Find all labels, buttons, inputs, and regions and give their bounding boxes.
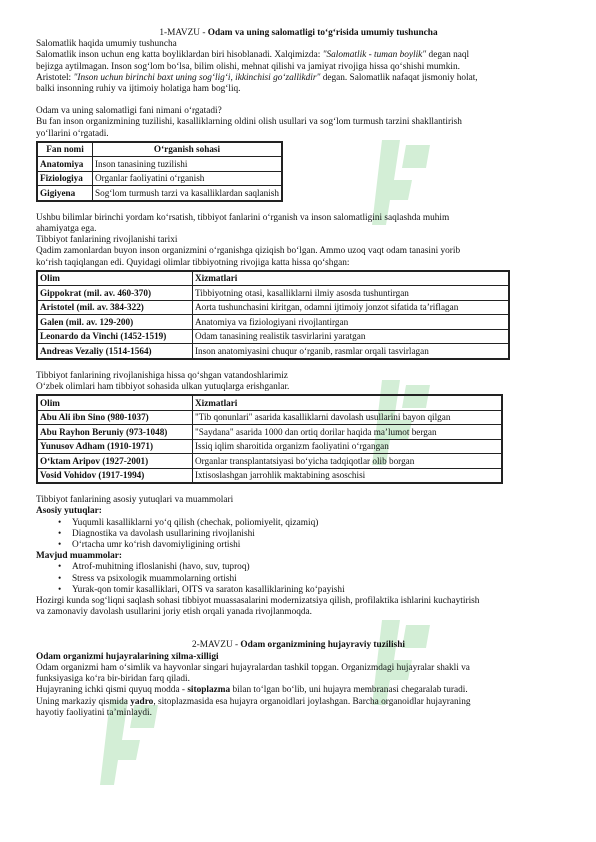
quote: "Inson uchun birinchi baxt uning sog‘lig‘i, ikkinchisi go‘zallikdir" [73,72,321,83]
uzbek-scientists-table [36,394,503,484]
column-header: O‘rganish sohasi [93,142,282,157]
topic-2-title [36,640,561,651]
table-cell: Issiq iqlim sharoitida organizm faoliyatini o‘rgangan [193,439,503,454]
table-cell: Aristotel (mil. av. 384-322) [37,300,193,315]
paragraph-line: Aristotel: "Inson uchun birinchi baxt uning sog‘lig‘i, ikkinchisi go‘zallikdir" degan. Salomatlik nafaqat jismoniy holat, [36,72,478,83]
table-row [37,157,282,172]
paragraph-line: Hujayraning ichki qismi quyuq modda - sitoplazma bilan to‘lgan bo‘lib, uni hujayra membranasi chegaralab turadi. [36,685,468,696]
section-heading: Tibbiyot fanlarining asosiy yutuqlari va muammolari [36,495,234,506]
paragraph-line: funksiyasiga ko‘ra bir-biridan farq qiladi. [36,674,190,685]
table-header-row [37,395,502,410]
sciences-table [36,141,283,202]
table-cell: Anatomiya va fiziologiyani rivojlantirgan [193,315,510,330]
table-cell: Tibbiyotning otasi, kasalliklarni ilmiy asosda tushuntirgan [193,286,510,301]
table-cell: Galen (mil. av. 129-200) [37,315,193,330]
topic-1-title [36,28,561,39]
table-row [37,300,509,315]
table-row [37,454,502,469]
paragraph-line: Bu fan inson organizmining tuzilishi, kasalliklarning oldini olish usullari va sog‘lom turmush tarzini shakllantirish [36,117,462,128]
table-cell: Yunusov Adham (1910-1971) [37,439,193,454]
term: sitoplazma [187,685,231,696]
table-cell: Abu Ali ibn Sino (980-1037) [37,410,193,425]
table-row [37,425,502,440]
subheading: Mavjud muammolar: [36,551,122,562]
paragraph-line: O‘zbek olimlari ham tibbiyot sohasida ulkan yutuqlarga erishganlar. [36,382,290,393]
subheading: Asosiy yutuqlar: [36,506,102,517]
section-heading: Tibbiyot fanlarining rivojlanishi tarixi [36,235,178,246]
table-cell: Organlar transplantatsiyasi bo‘yicha tadqiqotlar olib borgan [193,454,503,469]
table-cell: Gigiyena [37,186,93,201]
table-cell: Inson anatomiyasini chuqur o‘rganib, rasmlar orqali tasvirlagan [193,344,510,359]
paragraph-line: Salomatlik inson uchun eng katta boyliklardan biri hisoblanadi. Xalqimizda: "Salomatlik - tuman boylik" degan naql [36,50,470,61]
paragraph-line: yo‘llarini o‘rgatadi. [36,128,109,139]
table-row [37,171,282,186]
table-cell: Ixtisoslashgan jarrohlik maktabining asoschisi [193,468,503,483]
table-row [37,315,509,330]
section-heading: Odam organizmi hujayralarining xilma-xilligi [36,651,219,662]
paragraph-line: balki insonning ruhiy va ijtimoiy holatiga ham bog‘liq. [36,84,241,95]
paragraph-line: ko‘rish taqiqlangan edi. Quyidagi olimlar tibbiyotning rivojiga katta hissa qo‘shgan: [36,257,350,268]
paragraph-line: Odam organizmi ham o‘simlik va hayvonlar singari hujayralardan tashkil topgan. Organizmdagi hujayralar shakli va [36,662,470,673]
table-row [37,410,502,425]
paragraph-line: ahamiyatga ega. [36,224,97,235]
table-header-row [37,271,509,286]
list-item: • O‘rtacha umr ko‘rish davomiyligining ortishi [72,540,561,551]
table-cell: Vosid Vohidov (1917-1994) [37,468,193,483]
table-cell: "Tib qonunlari" asarida kasalliklarni davolash usullarini bayon qilgan [193,410,503,425]
list-item: • Atrof-muhitning ifloslanishi (havo, suv, tuproq) [72,562,561,573]
paragraph-line: va zamonaviy davolash usullarini joriy etish orqali yanada rivojlanmoqda. [36,607,312,618]
quote: "Salomatlik - tuman boylik" [322,50,427,61]
topic-number: 1-MAVZU - [159,28,208,38]
scientists-table [36,270,510,360]
table-cell: "Saydana" asarida 1000 dan ortiq dorilar haqida ma’lumot bergan [193,425,503,440]
paragraph-line: Qadim zamonlardan buyon inson organizmini o‘rganishga qiziqish bo‘lgan. Ammo uzoq vaqt odam tanasini yorib [36,246,461,257]
section-heading: Salomatlik haqida umumiy tushuncha [36,39,177,50]
table-cell: Odam tanasining realistik tasvirlarini yaratgan [193,329,510,344]
table-cell: Inson tanasining tuzilishi [93,157,282,172]
section-heading: Tibbiyot fanlarining rivojlanishiga hissa qo‘shgan vatandoshlarimiz [36,370,288,381]
document-page [36,28,561,719]
table-cell: Gippokrat (mil. av. 460-370) [37,286,193,301]
paragraph-line: Hozirgi kunda sog‘liqni saqlash sohasi tibbiyot muassasalarini modernizatsiya qilish, profilaktika ishlarini kuchaytirish [36,596,480,607]
table-row [37,329,509,344]
problems-list [36,562,561,596]
table-cell: Fiziologiya [37,171,93,186]
achievements-list [36,518,561,552]
column-header: Olim [37,271,193,286]
table-row [37,468,502,483]
list-item: • Yurak-qon tomir kasalliklari, OITS va saraton kasalliklarining ko‘payishi [72,585,561,596]
table-cell: Anatomiya [37,157,93,172]
list-item: • Stress va psixologik muammolarning ortishi [72,574,561,585]
table-row [37,286,509,301]
table-header-row [37,142,282,157]
paragraph-line: hayotiy faoliyatini ta’minlaydi. [36,707,152,718]
topic-title: Odam organizmining hujayraviy tuzilishi [240,640,405,651]
table-cell: Sog‘lom turmush tarzi va kasalliklardan saqlanish [93,186,282,201]
table-cell: Aorta tushunchasini kiritgan, odamni ijtimoiy jonzot sifatida ta’riflagan [193,300,510,315]
table-cell: Andreas Vezaliy (1514-1564) [37,344,193,359]
column-header: Fan nomi [37,142,93,157]
table-row [37,344,509,359]
paragraph-line: bejizga aytilmagan. Inson sog‘lom bo‘lsa, bilim olishi, mehnat qilishi va jamiyat rivojiga hissa qo‘shishi mumkin. [36,61,460,72]
table-row [37,439,502,454]
column-header: Xizmatlari [193,395,503,410]
topic-title: Odam va uning salomatligi to‘g‘risida umumiy tushuncha [207,28,438,38]
table-cell: O‘ktam Aripov (1927-2001) [37,454,193,469]
table-cell: Abu Rayhon Beruniy (973-1048) [37,425,193,440]
table-cell: Organlar faoliyatini o‘rganish [93,171,282,186]
term: yadro [130,696,154,707]
column-header: Xizmatlari [193,271,510,286]
paragraph-line: Uning markaziy qismida yadro, sitoplazmasida esa hujayra organoidlari joylashgan. Barcha organoidlar hujayraning [36,696,471,707]
topic-number: 2-MAVZU - [192,640,241,651]
question-text: Odam va uning salomatligi fani nimani o‘rgatadi? [36,106,222,117]
column-header: Olim [37,395,193,410]
paragraph-line: Ushbu bilimlar birinchi yordam ko‘rsatish, tibbiyot fanlarini o‘rganish va inson salomatligini saqlashda muhim [36,212,450,223]
table-row [37,186,282,201]
table-cell: Leonardo da Vinchi (1452-1519) [37,329,193,344]
list-item: • Yuqumli kasalliklarni yo‘q qilish (chechak, poliomiyelit, qizamiq) [72,518,561,529]
list-item: • Diagnostika va davolash usullarining rivojlanishi [72,529,561,540]
